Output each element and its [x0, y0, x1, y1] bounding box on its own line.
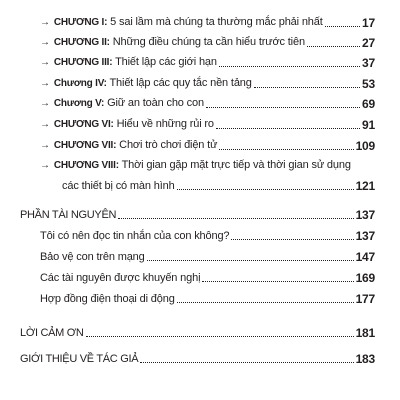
toc-entry-text: [40, 117, 214, 132]
toc-entry-resource-2: [40, 250, 375, 264]
chapter-label: CHƯƠNG VII:: [53, 140, 117, 151]
toc-entry-acknowledgements: [20, 326, 375, 340]
chapter-title: Giữ an toàn cho con: [107, 97, 204, 109]
page-number: 91: [362, 118, 375, 132]
chapter-title-line-1: Thời gian gặp mặt trực tiếp và thời gian sử dụng: [121, 159, 351, 171]
part-title: PHẦN TÀI NGUYÊN: [20, 209, 117, 221]
toc-entry-chapter-1: [40, 15, 375, 30]
page-number: 181: [355, 326, 375, 340]
dot-leader: [254, 87, 360, 88]
page-number: 147: [355, 250, 375, 264]
chapter-label: CHƯƠNG II:: [53, 37, 110, 48]
arrow-right-icon: →: [40, 37, 50, 48]
toc-entry-about-author: [20, 352, 375, 366]
toc-entry-chapter-8-line-2: [62, 179, 375, 193]
chapter-label: CHƯƠNG VI:: [53, 119, 114, 130]
page-number: 17: [362, 16, 375, 30]
toc-entry-resource-4: [40, 292, 375, 306]
toc-entry-text: [40, 76, 252, 91]
arrow-right-icon: →: [40, 160, 50, 171]
page-number: 121: [355, 179, 375, 193]
toc-entry-chapter-4: [40, 76, 375, 91]
arrow-right-icon: →: [40, 119, 50, 130]
chapter-label: Chương V:: [53, 98, 105, 109]
toc-entry-resources: [20, 208, 375, 222]
toc-entry-text: [40, 35, 305, 50]
part-title: GIỚI THIỆU VỀ TÁC GIẢ: [20, 353, 139, 365]
chapter-title: Hiểu về những rủi ro: [116, 118, 214, 130]
arrow-right-icon: →: [40, 78, 50, 89]
chapter-title: 5 sai lầm mà chúng ta thường mắc phải nhất: [110, 16, 323, 28]
dot-leader: [177, 302, 354, 303]
dot-leader: [202, 281, 353, 282]
page-number: 183: [355, 352, 375, 366]
page-number: 109: [355, 139, 375, 153]
arrow-right-icon: →: [40, 98, 50, 109]
toc-entry-chapter-7: [40, 138, 375, 153]
dot-leader: [86, 336, 354, 337]
toc-entry-text: [40, 96, 204, 111]
toc-entry-chapter-3: [40, 55, 375, 70]
chapter-label: CHƯƠNG VIII:: [53, 160, 119, 171]
dot-leader: [147, 260, 354, 261]
dot-leader: [219, 149, 353, 150]
page-number: 169: [355, 271, 375, 285]
chapter-title: Những điều chúng ta cần hiểu trước tiên: [112, 36, 305, 48]
page-number: 137: [355, 229, 375, 243]
toc-entry-chapter-6: [40, 117, 375, 132]
dot-leader: [219, 66, 360, 67]
toc-entry-text: [40, 15, 323, 30]
page-number: 137: [355, 208, 375, 222]
dot-leader: [216, 128, 360, 129]
dot-leader: [325, 26, 360, 27]
resource-title: Tôi có nên đọc tin nhắn của con không?: [40, 230, 230, 242]
arrow-right-icon: →: [40, 57, 50, 68]
chapter-label: CHƯƠNG I:: [53, 17, 108, 28]
page-number: 69: [362, 97, 375, 111]
chapter-label: Chương IV:: [53, 78, 107, 89]
dot-leader: [118, 218, 353, 219]
toc-entry-text: [40, 138, 217, 153]
page-number: 37: [362, 56, 375, 70]
dot-leader: [206, 107, 360, 108]
arrow-right-icon: →: [40, 140, 50, 151]
toc-entry-resource-1: [40, 229, 375, 243]
chapter-title: Chơi trò chơi điện tử: [119, 139, 218, 151]
chapter-title: Thiết lập các quy tắc nền tảng: [109, 77, 252, 89]
toc-entry-resource-3: [40, 271, 375, 285]
toc-entry-text: [40, 55, 217, 70]
chapter-label: CHƯƠNG III:: [53, 57, 113, 68]
dot-leader: [231, 239, 353, 240]
toc-entry-chapter-8-line-1: [40, 158, 351, 173]
chapter-title: Thiết lập các giới hạn: [115, 56, 217, 68]
resource-title: Hợp đồng điện thoại di động: [40, 293, 175, 305]
dot-leader: [140, 362, 353, 363]
resource-title: Bảo vệ con trên mạng: [40, 251, 145, 263]
dot-leader: [307, 46, 360, 47]
dot-leader: [177, 189, 354, 190]
page-number: 27: [362, 36, 375, 50]
page-number: 53: [362, 77, 375, 91]
toc-entry-chapter-2: [40, 35, 375, 50]
arrow-right-icon: →: [40, 17, 50, 28]
resource-title: Các tài nguyên được khuyến nghị: [40, 272, 201, 284]
chapter-title-line-2: các thiết bị có màn hình: [62, 180, 175, 192]
toc-entry-chapter-5: [40, 96, 375, 111]
page-number: 177: [355, 292, 375, 306]
part-title: LỜI CẢM ƠN: [20, 327, 84, 339]
